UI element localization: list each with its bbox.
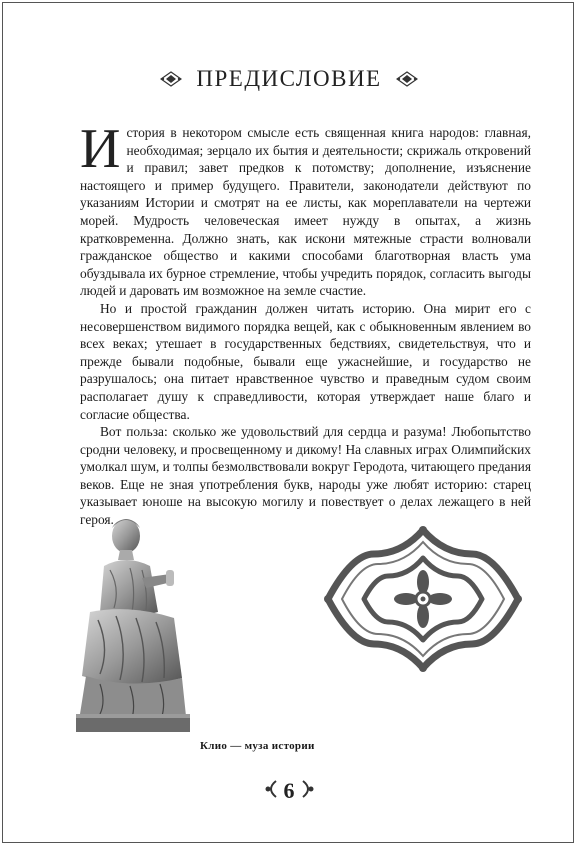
page-title: ПРЕДИСЛОВИЕ [196,66,382,91]
paragraph: Но и простой гражданин должен читать историю. Она мирит его с несовершенством видимого порядка вещей, как с обыкновенным явлением во всех веках; утешает в государственных бедствиях, свидетельствуя, что и прежде бывали подобные, бывали еще ужаснейшие, и государство не разрушалось; она питает нравственное чувство и праведным судом своим располагает душу к справедливости, которая утверждает наше благо и согласие общества. [80,300,531,422]
paragraph [80,118,531,300]
diamond-ornament-icon [396,71,418,87]
body-text [80,118,531,529]
arabesque-ornament-icon [322,524,524,674]
drop-cap: И [80,118,121,180]
page-header [0,62,578,96]
paragraph-text: стория в некотором смысле есть священная книга народов: главная, необходимая; зерцало их бытия и деятельности; скрижаль откровений и правил; завет предков к потомству; дополнение, изъяснение настоящего и пример будущего. Правители, законодатели действуют по указаниям Истории и смотрят на ее листы, как мореплаватели на чертежи морей. Мудрость человеческая имеет нужду в опытах, а жизнь кратковременна. Должно знать, как искони мятежные страсти волновали гражданское общество и какими способами благотворная власть ума обуздывала их бурное стремление, чтобы учредить порядок, согласить выгоды людей и даровать им возможное на земле счастие. [80,125,531,299]
page-footer [0,776,578,806]
paragraph: Вот польза: сколько же удовольствий для сердца и разума! Любопытство сродни человеку, и просвещенному и дикому! На славных играх Олимпийских умолкал шум, и толпы безмолвствовали вокруг Геродота, читающего предания веков. Еще не зная употребления букв, народы уже любят историю: старец указывает юноше на высокую могилу и повествует о делах лежащего в ней героя. [80,424,531,528]
figure-caption: Клио — муза истории [200,740,315,752]
page-number-ornament-left-icon [262,779,278,804]
diamond-ornament-icon [160,71,182,87]
page-number-ornament-right-icon [301,779,317,804]
page-number: 6 [283,778,295,803]
clio-statue-illustration [70,508,200,736]
